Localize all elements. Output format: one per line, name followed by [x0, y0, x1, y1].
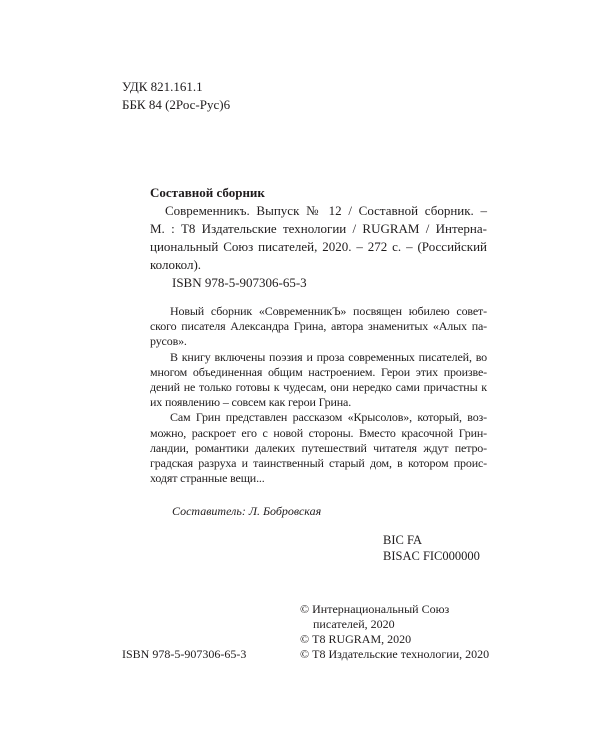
annotation-line: ходят странные вещи... [150, 471, 265, 486]
annotation-line: Новый сборник «СовременникЪ» посвящен юбилею совет- [170, 304, 487, 318]
annotation [150, 304, 487, 486]
copyright-line: писателей, 2020 [313, 616, 395, 631]
record-title: Составной сборник [150, 185, 265, 200]
annotation-line: их появлению – совсем как герои Грина. [150, 395, 352, 410]
annotation-line: многом объединенная общим настроением. Герои этих произве- [150, 364, 487, 379]
subject-codes [383, 532, 480, 564]
annotation-line: градская разруха и таинственный старый дом, в котором проис- [150, 456, 487, 471]
copyright-entry [300, 647, 489, 662]
record-line: колокол). [150, 257, 202, 272]
annotation-line: дений не только готовы к чудесам, они нередко сами причастны к [150, 380, 487, 395]
copyright-line: © Т8 Издательские технологии, 2020 [300, 646, 490, 661]
annotation-paragraph [150, 410, 487, 486]
annotation-line: В книгу включены поэзия и проза современных писателей, во [170, 349, 487, 364]
bbk-code: ББК 84 (2Рос-Рус)6 [122, 96, 231, 112]
udk-code: УДК 821.161.1 [122, 79, 203, 94]
annotation-line: ского писателя Александра Грина, автора знаменитых «Алых па- [150, 319, 487, 334]
annotation-line: ландии, романтики далеких путешествий читателя ждут петро- [150, 440, 487, 455]
copyright-line: © Т8 RUGRAM, 2020 [300, 631, 412, 646]
annotation-paragraph [150, 350, 487, 411]
annotation-paragraph [150, 304, 487, 350]
compiler-credit: Составитель: Л. Бобровская [172, 504, 322, 518]
copyright-entry [300, 632, 489, 647]
classification-codes [122, 78, 230, 113]
bisac-code: BISAC FIC000000 [383, 549, 480, 563]
bibliographic-record [150, 184, 487, 292]
record-line: Современникъ. Выпуск № 12 / Составной сборник. – [165, 203, 487, 218]
record-line: циональный Союз писателей, 2020. – 272 с. – (Российский [150, 239, 487, 254]
footer-isbn: ISBN 978-5-907306-65-3 [122, 646, 247, 661]
annotation-line: русов». [150, 334, 187, 349]
copyright-entry [300, 602, 489, 632]
annotation-line: можно, раскроет его с новой стороны. Вместо красочной Грин- [150, 425, 487, 440]
record-line: М. : Т8 Издательские технологии / RUGRAM / Интерна- [150, 221, 487, 236]
annotation-line: Сам Грин представлен рассказом «Крысолов», который, воз- [170, 410, 487, 425]
copyright-notices [300, 602, 489, 662]
copyright-line: © Интернациональный Союз [300, 601, 450, 616]
record-isbn: ISBN 978-5-907306-65-3 [172, 275, 307, 290]
bic-code: BIC FA [383, 533, 423, 547]
